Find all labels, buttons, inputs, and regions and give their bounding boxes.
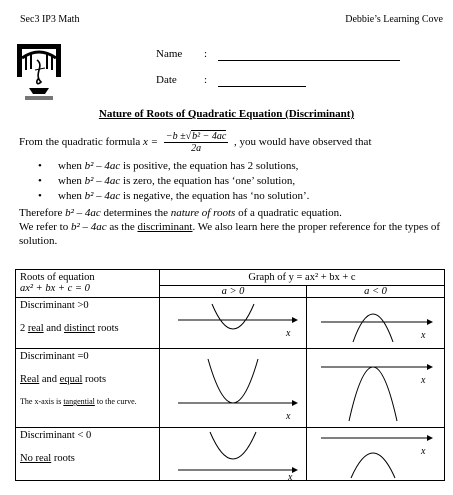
- formula-numerator-prefix: −b ±: [165, 131, 186, 142]
- formula-after-text: , you would have observed that: [234, 136, 372, 149]
- row-description: 2 real and distinct roots: [20, 323, 119, 334]
- name-label: Name: [156, 48, 183, 60]
- header-right: Debbie’s Learning Cove: [345, 14, 443, 25]
- parabola-curve: [208, 359, 258, 403]
- x-axis-arrow-icon: [427, 364, 433, 370]
- parabola-curve: [212, 304, 254, 329]
- name-colon: :: [204, 48, 208, 60]
- date-label: Date: [156, 74, 177, 86]
- row-title: Discriminant >0: [20, 300, 89, 311]
- x-axis-arrow-icon: [292, 467, 298, 473]
- document-title: Nature of Roots of Quadratic Equation (Discriminant): [98, 108, 355, 120]
- list-item: • when b² – 4ac is negative, the equation has ‘no solution’.: [36, 189, 309, 204]
- table-header-equation: ax² + bx + c = 0: [20, 283, 90, 294]
- formula-lhs: x =: [143, 136, 159, 149]
- x-axis-arrow-icon: [427, 319, 433, 325]
- x-axis-label: x: [286, 411, 291, 422]
- x-axis-label: x: [421, 375, 426, 386]
- row-title: Discriminant < 0: [20, 430, 92, 441]
- date-colon: :: [204, 74, 208, 86]
- graph-equal-roots-upward: [160, 349, 306, 427]
- roots-table: [15, 269, 445, 481]
- formula-denominator: 2a: [191, 143, 202, 154]
- name-input-line[interactable]: [218, 60, 400, 61]
- table-header-graph: Graph of y = ax² + bx + c: [248, 272, 356, 283]
- formula-numerator-root: b² − 4ac: [192, 131, 227, 142]
- graph-equal-roots-downward: [307, 349, 444, 427]
- row-title: Discriminant =0: [20, 351, 89, 362]
- graph-no-roots-downward: [307, 428, 444, 480]
- quadratic-formula-fraction: $\frac{\text{−b ±√b² − 4ac}}{2a}$: [165, 131, 227, 154]
- graph-two-roots-downward: [307, 298, 444, 348]
- row-description: Real and equal roots: [20, 374, 107, 385]
- parabola-curve: [349, 367, 397, 421]
- list-item: • when b² – 4ac is positive, the equation has 2 solutions,: [36, 159, 309, 174]
- x-axis-arrow-icon: [292, 317, 298, 323]
- row-description: No real roots: [20, 453, 75, 464]
- x-axis-label: x: [421, 330, 426, 341]
- x-axis-arrow-icon: [427, 435, 433, 441]
- x-axis-label: x: [421, 446, 426, 457]
- x-axis-label: x: [286, 328, 291, 339]
- formula-intro-text: From the quadratic formula: [19, 136, 141, 149]
- parabola-curve: [210, 432, 256, 459]
- x-axis-arrow-icon: [292, 400, 298, 406]
- table-header-a-negative: a < 0: [364, 286, 387, 297]
- school-logo-icon: [15, 42, 63, 104]
- date-input-line[interactable]: [218, 86, 306, 87]
- parabola-curve: [351, 453, 395, 478]
- discriminant-paragraph: Therefore b² – 4ac determines the nature of roots of a quadratic equation. We refer to b² – 4ac as the discriminant. We also learn here the proper reference for the types of solution.: [19, 207, 441, 247]
- formula-sentence: [19, 131, 372, 154]
- list-item: • when b² – 4ac is zero, the equation has ‘one’ solution,: [36, 174, 309, 189]
- table-header-roots: Roots of equation: [20, 272, 95, 283]
- table-header-a-positive: a > 0: [221, 286, 245, 297]
- graph-no-roots-upward: [160, 428, 306, 480]
- x-axis-label: x: [288, 472, 293, 480]
- row-note: The x-axis is tangential to the curve.: [20, 397, 137, 406]
- discriminant-term: discriminant: [137, 221, 193, 233]
- parabola-curve: [353, 314, 393, 342]
- graph-two-roots-upward: [160, 298, 306, 348]
- discriminant-cases-list: [36, 159, 309, 204]
- header-left: Sec3 IP3 Math: [20, 14, 80, 25]
